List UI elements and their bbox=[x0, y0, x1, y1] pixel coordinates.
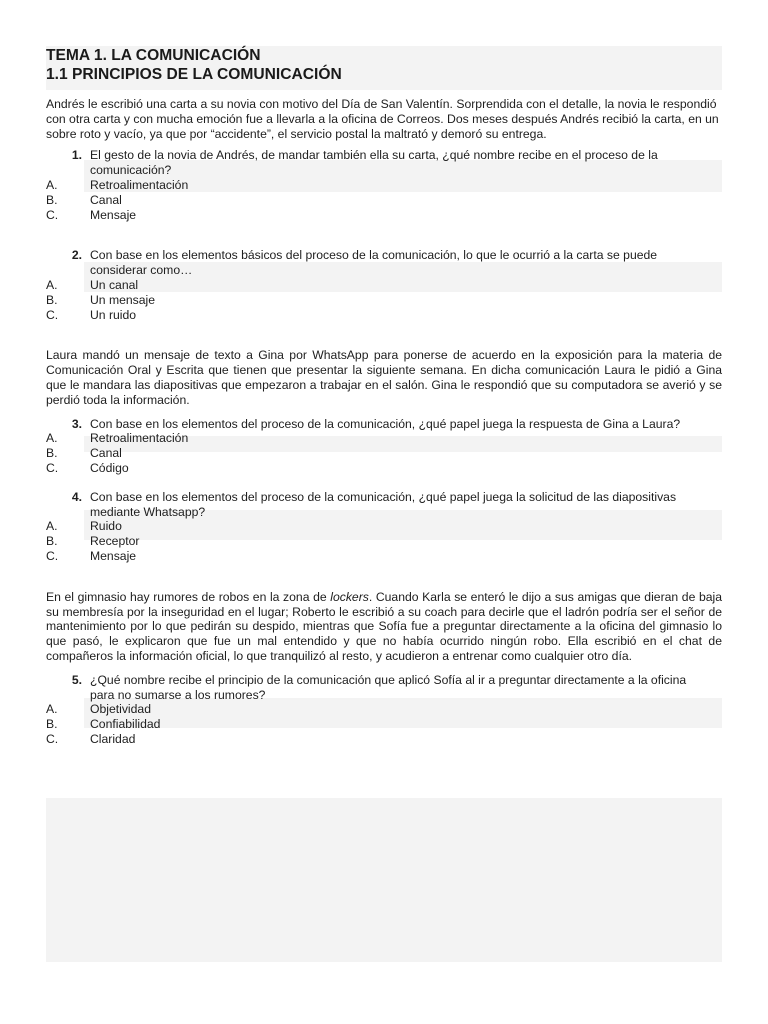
option-letter: A. bbox=[46, 519, 58, 534]
option-letter: A. bbox=[46, 431, 58, 446]
option-letter: B. bbox=[46, 192, 58, 207]
option-letter: B. bbox=[46, 446, 58, 461]
option-b bbox=[46, 534, 722, 549]
page-subtitle: 1.1 PRINCIPIOS DE LA COMUNICACIÓN bbox=[46, 66, 342, 83]
option-letter: C. bbox=[46, 460, 59, 475]
option-letter: B. bbox=[46, 292, 58, 307]
option-text: Mensaje bbox=[90, 548, 137, 563]
option-letter: B. bbox=[46, 717, 58, 732]
option-letter: C. bbox=[46, 207, 59, 222]
option-letter: C. bbox=[46, 731, 59, 746]
option-b bbox=[46, 193, 722, 208]
option-text: Un mensaje bbox=[90, 292, 156, 307]
question-number: 1. bbox=[71, 148, 82, 163]
option-b bbox=[46, 293, 722, 308]
option-text: Retroalimentación bbox=[90, 431, 189, 446]
question-1 bbox=[46, 148, 722, 222]
option-text: Receptor bbox=[90, 534, 140, 549]
option-c bbox=[46, 208, 722, 223]
option-text: Canal bbox=[90, 192, 122, 207]
option-letter: C. bbox=[46, 307, 59, 322]
section-3-paragraph bbox=[46, 590, 722, 664]
option-a bbox=[46, 278, 722, 293]
question-5 bbox=[46, 673, 722, 747]
question-number: 2. bbox=[71, 248, 82, 263]
option-text: Confiabilidad bbox=[90, 717, 161, 732]
option-c bbox=[46, 308, 722, 323]
option-letter: A. bbox=[46, 702, 58, 717]
question-2 bbox=[46, 248, 722, 322]
question-text: Con base en los elementos básicos del proceso de la comunicación, lo que le ocurrió a la carta se puede considerar como… bbox=[90, 248, 658, 278]
question-text: ¿Qué nombre recibe el principio de la comunicación que aplicó Sofía al ir a preguntar directamente a la oficina para no sumarse a los rumores? bbox=[90, 672, 687, 702]
paragraph-emphasis: lockers bbox=[330, 589, 369, 604]
option-letter: B. bbox=[46, 534, 58, 549]
option-text: Código bbox=[90, 460, 129, 475]
page-title: TEMA 1. LA COMUNICACIÓN bbox=[46, 47, 261, 64]
option-c bbox=[46, 732, 722, 747]
option-b bbox=[46, 446, 722, 461]
shade-bottom-block bbox=[46, 798, 722, 962]
question-3 bbox=[46, 417, 722, 476]
option-a bbox=[46, 431, 722, 446]
document-page bbox=[46, 46, 722, 747]
option-text: Retroalimentación bbox=[90, 177, 189, 192]
option-text: Mensaje bbox=[90, 207, 137, 222]
section-2-paragraph: Laura mandó un mensaje de texto a Gina por WhatsApp para ponerse de acuerdo en la exposición para la materia de Comunicación Oral y Escrita que tienen que presentar la siguiente semana. En dicha comunicación Laura le pidió a Gina que le mandara las diapositivas que empezaron a trabajar en el salón. Gina le respondió que su computadora se averió y se perdió toda la información. bbox=[46, 348, 722, 407]
option-text: Canal bbox=[90, 446, 122, 461]
option-text: Claridad bbox=[90, 731, 136, 746]
option-text: Ruido bbox=[90, 519, 122, 534]
option-b bbox=[46, 717, 722, 732]
question-number: 4. bbox=[71, 489, 82, 504]
question-text: Con base en los elementos del proceso de la comunicación, ¿qué papel juega la solicitud de las diapositivas mediante Whatsapp? bbox=[90, 489, 677, 519]
paragraph-text: En el gimnasio hay rumores de robos en la zona de bbox=[46, 589, 331, 604]
option-a bbox=[46, 519, 722, 534]
option-text: Un canal bbox=[90, 277, 139, 292]
option-letter: A. bbox=[46, 177, 58, 192]
question-number: 5. bbox=[71, 672, 82, 687]
option-a bbox=[46, 178, 722, 193]
option-a bbox=[46, 702, 722, 717]
option-letter: C. bbox=[46, 548, 59, 563]
question-text: El gesto de la novia de Andrés, de mandar también ella su carta, ¿qué nombre recibe en el proceso de la comunicación? bbox=[90, 148, 658, 178]
question-text: Con base en los elementos del proceso de la comunicación, ¿qué papel juega la respuesta de Gina a Laura? bbox=[90, 416, 681, 431]
question-4 bbox=[46, 490, 722, 564]
option-text: Objetividad bbox=[90, 702, 151, 717]
option-letter: A. bbox=[46, 277, 58, 292]
paragraph-text: . Cuando Karla se enteró le dijo a sus amigas que dieran de baja su membresía por la inseguridad en el lugar; Roberto le escribió a su coach para decirle que el ladrón podría ser el señor de mantenimiento por lo que pedirán su despido, mientras que Sofía fue a preguntar directamente a la oficina del gimnasio lo que pasó, le explicaron que fue un mal entendido y que no había ocurrido ningún robo. Ella escribió en el chat de compañeros la información oficial, lo que tranquilizó al resto, y acudieron a entrenar como cualquier otro día. bbox=[46, 589, 722, 663]
option-c bbox=[46, 461, 722, 476]
question-number: 3. bbox=[71, 416, 82, 431]
option-text: Un ruido bbox=[90, 307, 137, 322]
option-c bbox=[46, 549, 722, 564]
section-1-paragraph: Andrés le escribió una carta a su novia con motivo del Día de San Valentín. Sorprendida con el detalle, la novia le respondió con otra carta y con mucha emoción fue a llevarla a la oficina de Correos. Dos meses después Andrés recibió la carta, en un sobre roto y vacío, ya que por “accidente”, el servicio postal la maltrató y demoró su entrega. bbox=[46, 97, 719, 141]
